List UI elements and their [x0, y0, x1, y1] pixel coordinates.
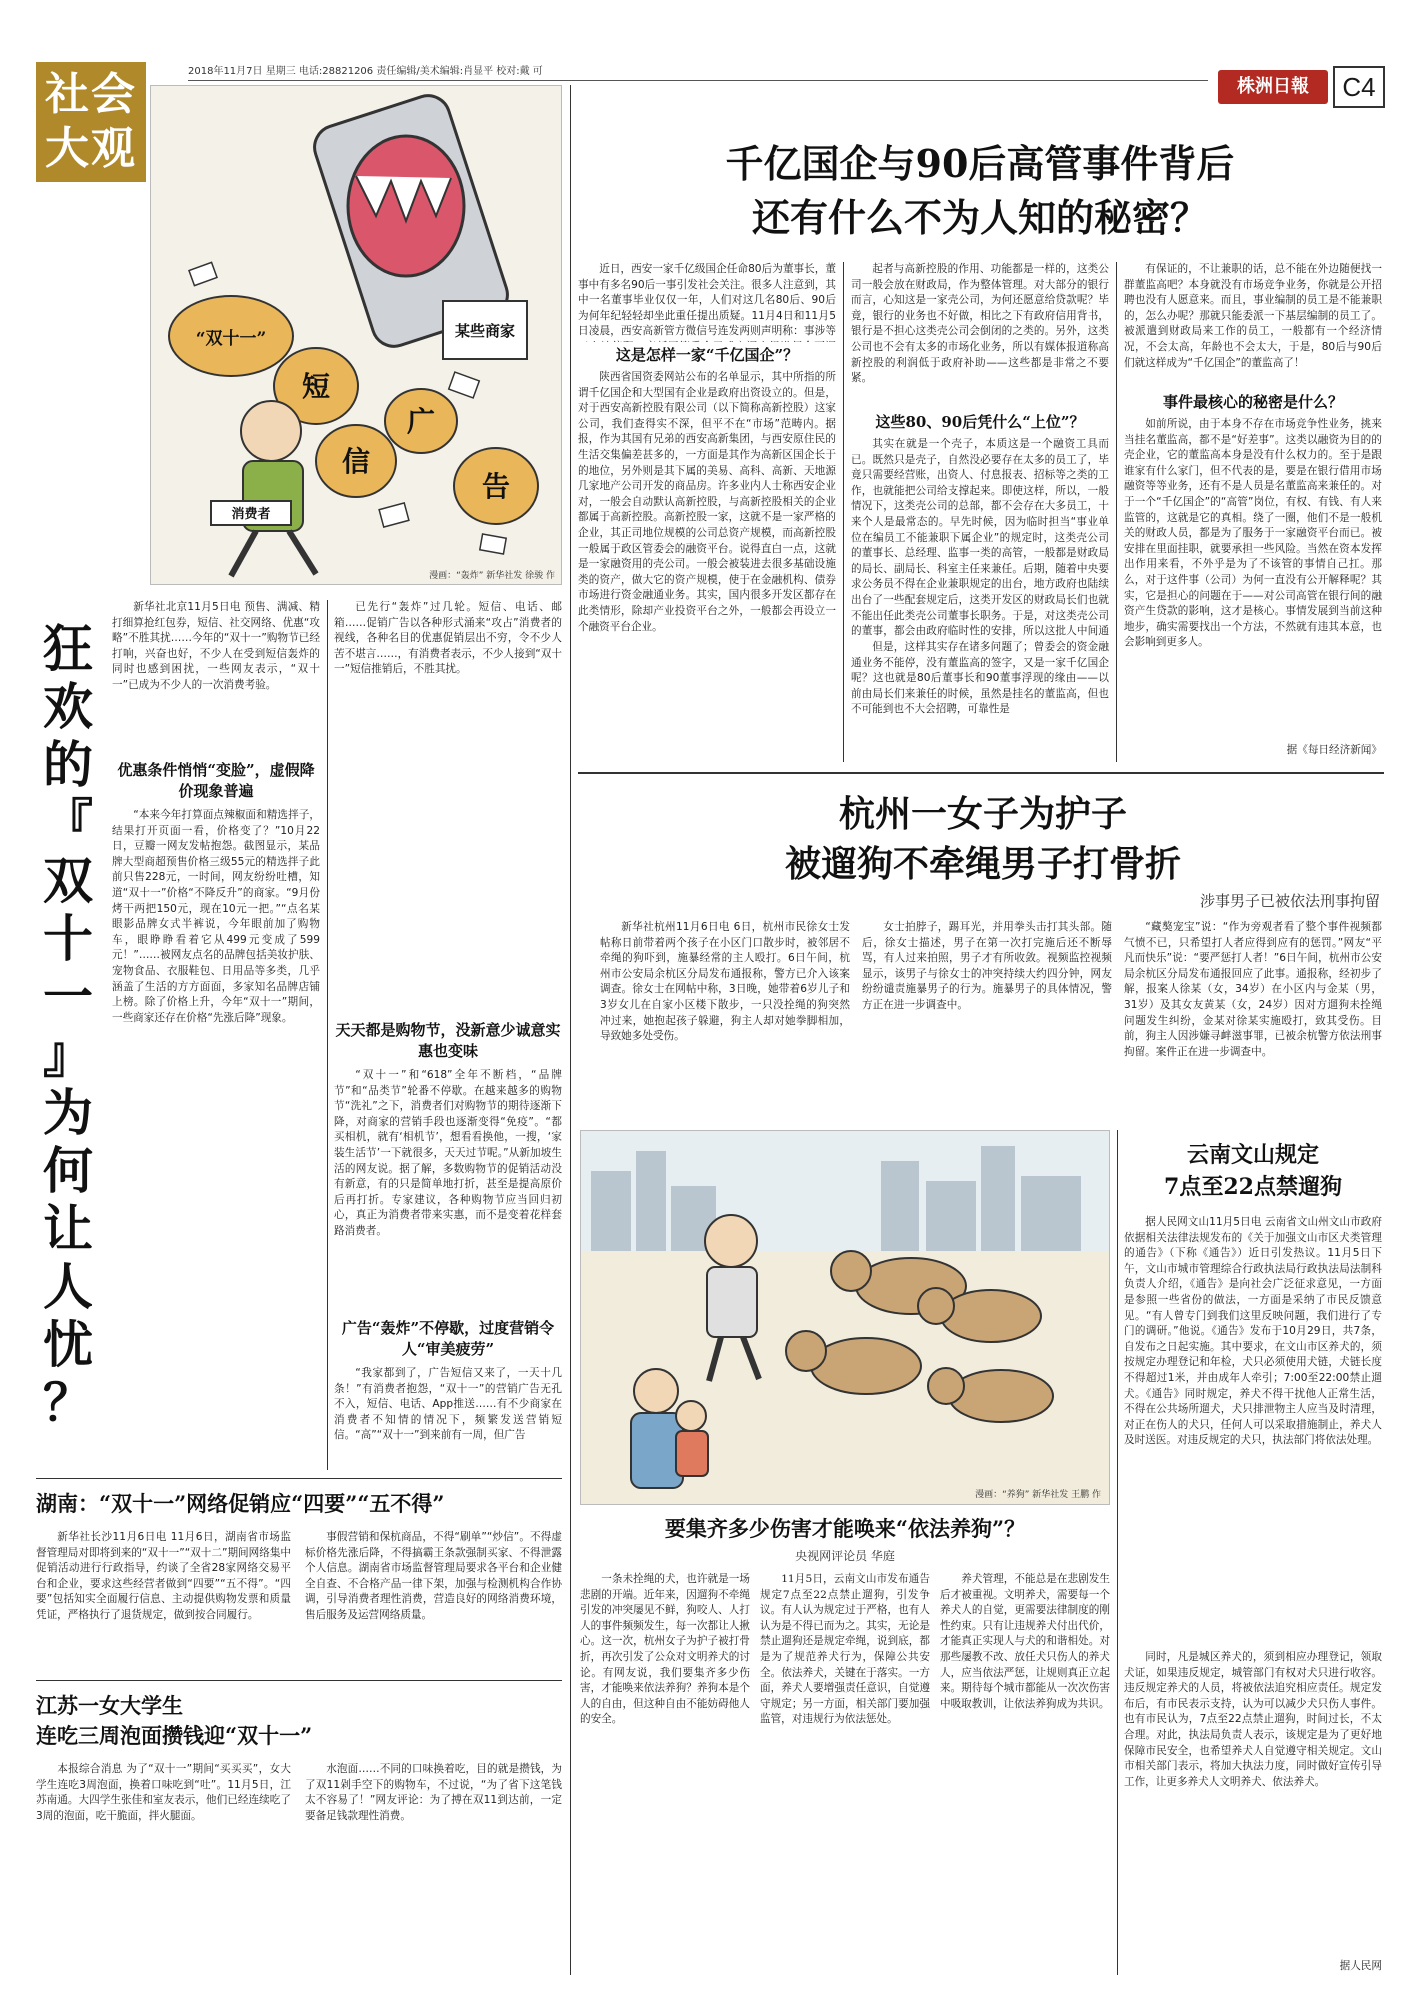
dog-title-line2: 被遛狗不牵绳男子打骨折 [784, 843, 1181, 885]
section-rule [36, 1680, 562, 1681]
vertical-title-char: 何 [43, 1141, 93, 1200]
section-rule [578, 772, 1384, 774]
page-meta: 2018年11月7日 星期三 电话:28821206 责任编辑/美术编辑:肖显平 校对:戴 可 [188, 66, 543, 77]
vertical-title-char: 一 [43, 967, 93, 1026]
soe-col1-text: 近日，西安一家千亿级国企任命80后为董事长，董事中有多名90后一事引发社会关注。很多人注意到，其中一名董事毕业仅仅一年，人们对这几名80后、90后为何年纪轻轻却坐此重任提出质疑。11月4日和11月5日凌晨，西安高新管方微信号连发两则声明称：事涉等 [578, 263, 836, 338]
column-divider [1116, 262, 1117, 762]
soe-col2c-text: 但是，这样其实存在诸多问题了；曾委会的资金融通业务不能停，没有董监高的签字，又是一家千亿国企呢？这也就是80后董事长和90董事浮现的缘由——以前由局长们来兼任的时候，虽然是挂名的董监高，但也不可能到也不大会招聘，可靠性是 [851, 641, 1109, 716]
shuang11-col2c-text: “我家都到了，广告短信又来了，一天十几条！”有消费者抱怨，“双十一”的营销广告无孔不入，短信、电话、App推送……有不少商家在消费者不知情的情况下，频繁发送营销短信。“高”“双十一”到来前有一周，但广告 [334, 1367, 562, 1442]
section-tag [36, 62, 146, 182]
jiangsu-col2 [305, 1762, 562, 1972]
dog-col3-text: “藏獒宠宝”说：“作为旁观者看了整个事件视频都气愤不已，只希望打人者应得到应有的惩罚。”网友“平凡而快乐”说：“要严惩打人者！”6日午间，杭州市公安局余杭区分局发布通报回应了此事。通报称，经初步了解，报案人徐某（女，34岁）在小区内与金某（男，31岁）及其女友黄某（女，24岁）因对方遛狗未拴绳问题发生纠纷，金某对徐某实施殴打，致其受伤。目前，狗主人因涉嫌寻衅滋事罪，已被余杭警方依法刑事拘留。案件正在进一步调查中。 [1124, 921, 1382, 1058]
dog-col1-text: 新华社杭州11月6日电 6日，杭州市民徐女士发帖称日前带着两个孩子在小区门口散步时，被邻居不牵绳的狗吓到，施暴经常的主人殴打。6日午间，杭州市公安局余杭区分局发布通报称，警方已介入该案调查。徐女士在网帖中称，3日晚，她带着6岁儿子和3岁女儿在自家小区楼下散步，一只没拴绳的狗突然冲过来，她抱起孩子躲避，狗主人却对她拳脚相加，导致她多处受伤。 [600, 921, 850, 1043]
yunnan-col2 [1124, 1650, 1382, 1955]
dog-subtitle: 涉事男子已被依法刑事拘留 [1199, 892, 1380, 910]
yunnan-title-line2: 7点至22点禁遛狗 [1164, 1174, 1342, 1200]
dog-col1 [600, 920, 850, 1120]
shuang11-col2 [334, 600, 562, 1020]
vertical-title-char: 狂 [43, 619, 93, 678]
shuang11-vertical-title [36, 620, 100, 1430]
shuang11-col2-text: 已先行“轰炸”过几轮。短信、电话、邮箱……促销广告以各种形式涌来“攻占”消费者的视线，各种名目的优惠促销层出不穷，令不少人苦不堪言……，有消费者表示，不少人接到“双十一”短信推销后，不胜其扰。 [334, 601, 562, 676]
soe-subhead1: 这是怎样一家“千亿国企”？ [615, 346, 799, 364]
editorial-col2-text: 11月5日，云南文山市发布通告规定7点至22点禁止遛狗，引发争议。有人认为规定过于严格，也有人认为是不得已而为之。其实，无论是禁止遛狗还是规定牵绳，说到底，都是为了规范养犬行为，保障公共安全。依法养犬，关键在于落实。一方面，养犬人要增强责任意识，自觉遵守规定；另一方面，相关部门要加强监管，对违规行为依法惩处。 [760, 1573, 930, 1726]
jiangsu-title-line1: 江苏一女大学生 [36, 1693, 183, 1718]
hunan-col1-text: 新华社长沙11月6日电 11月6日，湖南省市场监督管理局对即将到来的“双十一”“双十二”期间网络集中促销活动进行行政指导，约谈了全省28家网络交易平台和企业，要求这些经营者做到“四要”“五不得”。“四要”包括知实全面履行信息、主动提供购物发票和质量凭证，严格执行了退货规定，做到按合同履行。 [36, 1531, 291, 1621]
soe-col3 [1124, 262, 1382, 387]
vertical-title-char: 十 [43, 909, 93, 968]
label-merchant: 某些商家 [454, 322, 516, 340]
section-rule [36, 1478, 562, 1479]
dog-col2 [862, 920, 1112, 1120]
page-number: C4 [1333, 66, 1385, 108]
vertical-title-char: 』 [43, 1025, 93, 1084]
vertical-title-char: 忧 [43, 1315, 93, 1374]
dog-col3 [1124, 920, 1382, 1120]
shuang11-col1b [112, 808, 320, 1468]
yunnan-col1 [1124, 1215, 1382, 1645]
label-duan: 短 [301, 370, 331, 403]
section-tag-line2: 大观 [45, 123, 137, 174]
soe-col1b [578, 370, 836, 760]
soe-subhead2: 这些80、90后凭什么“上位”？ [875, 413, 1085, 431]
soe-col2 [851, 262, 1109, 407]
shuang11-col1-text: 新华社北京11月5日电 预售、满减、精打细算抢红包券，短信、社交网络、优惠“攻略”不胜其扰……今年的“双十一”购物节已经打响，兴奋也好，不少人在受到短信轰炸的同时也感到困扰，一些网友表示，“双十一”已成为不少人的一次消费考验。 [112, 601, 320, 691]
vertical-title-char: 的 [43, 735, 93, 794]
yunnan-col1-text: 据人民网文山11月5日电 云南省文山州文山市政府依据相关法律法规发布的《关于加强文山市区犬类管理的通告》（下称《通告》）近日引发热议。11月5日下午，文山市城市管理综合行政执法局行政执法局法制科负责人介绍，《通告》是向社会广泛征求意见，一方面是参照一些省份的做法，一方面是采纳了市民反馈意见。“有人曾专门到我们这里反映问题，我们进行了专门的调研。”他说。《通告》发布于10月29日，共7条，自发布之日起实施。其中要求，在文山市区养犬的，须按规定办理登记和年检，犬只必须使用犬链，犬链长度不得超过1米，并由成年人牵引；7:00至22:00禁止遛犬。《通告》同时规定，养犬不得干扰他人正常生活，不得在公共场所遛犬，犬只排泄物主人应当及时清理，对正在伤人的犬只，任何人可以采取措施制止，养犬人及时送医。对违反规定的犬只，执法部门将依法处理。 [1124, 1216, 1382, 1447]
vertical-title-char: 为 [43, 1083, 93, 1142]
label-gao: 告 [481, 470, 511, 503]
shuang11-cartoon-svg [151, 86, 562, 585]
dog-col2-text: 女士拍脖子，踢耳光，并用拳头击打其头部。随后，徐女士描述，男子在第一次打完施后还不断辱骂，有人过来拍照，男子才有所收敛。视频监控视频显示，该男子与徐女士的冲突持续大约四分钟，网友纷纷谴责施暴男子的行为。施暴男子的具体情况，警方正在进一步调查中。 [862, 921, 1112, 1011]
label-xin: 信 [341, 445, 371, 478]
dog-cartoon-svg [581, 1131, 1110, 1505]
soe-source: 据《每日经济新闻》 [1286, 744, 1382, 756]
shuang11-illustration-caption: 漫画：“轰炸” 新华社发 徐骏 作 [429, 571, 555, 581]
shuang11-subhead3: 广告“轰炸”不停歇，过度营销令人“审美疲劳” [341, 1319, 555, 1358]
vertical-title-char: 双 [43, 851, 93, 910]
label-shuang11: “双十一” [195, 329, 267, 349]
yunnan-source: 据人民网 [1339, 1960, 1382, 1972]
jiangsu-col1-text: 本报综合消息 为了“双十一”期间“买买买”，女大学生连吃3周泡面，换着口味吃到“吐”。11月5日，江苏南通。大四学生张佳和室友表示，他们已经连续吃了3周的泡面，吃干脆面，拌火腿面。 [36, 1763, 291, 1822]
editorial-col1-text: 一条未拴绳的犬，也许就是一场悲剧的开端。近年来，因遛狗不牵绳引发的冲突屡见不鲜，狗咬人、人打人的事件频频发生，每一次都让人揪心。这一次，杭州女子为护子被打骨折，再次引发了公众对文明养犬的讨论。有网友说，我们要集齐多少伤害，才能唤来依法养狗？养狗本是个人的自由，但这种自由不能妨碍他人的安全。 [580, 1573, 750, 1726]
editorial-col2 [760, 1572, 930, 1972]
label-guang: 广 [406, 405, 436, 438]
editorial-col1 [580, 1572, 750, 1972]
header-rule [188, 80, 1208, 81]
shuang11-vertical-title-text [36, 620, 100, 1432]
merchant-label [443, 301, 527, 359]
shuang11-col2c [334, 1366, 562, 1466]
column-divider [327, 600, 328, 1470]
soe-col3-text: 有保证的，不让兼职的话，总不能在外边随便找一群董监高吧？本身就没有市场竞争业务，你就是公开招聘也没有人愿意来。而且，事业编制的员工是不能兼职的，怎么办呢？那就只能委派一下基层编制的员工了。被派遣到财政局来工作的员工，一般都有一个经济情况，不会太高，年龄也不会太大，于是，80后与90后们就这样成为“千亿国企”的董监高了！ [1124, 263, 1382, 369]
column-divider [843, 262, 844, 762]
editorial-col3 [940, 1572, 1110, 1972]
shuang11-col1b-text: “本来今年打算面点辣椒面和精选拌子，结果打开页面一看，价格变了？”10月22日，豆瓣一网友发帖抱怨。截图显示，某品牌大型商超预售价格三级55元的精选拌子此前只售228元，一时间，网友纷纷吐槽，知道“双十一”价格“不降反升”的商家。“9月份烤干两把150元，现在10元一把。”“点名某眼影品牌女式半裤说，今年眼前加了购物车，眼睁睁看着它从499元变成了599元！”……被网友点名的品牌包括美妆护肤、宠物食品、衣服鞋包、日用品等多类，几乎涵盖了生活的方方面面，多家知名品牌店铺上榜。除了价格上升，今年“双十一”期间，一些商家还存在价格“先涨后降”现象。 [112, 809, 320, 1024]
page-vertical-divider [570, 85, 571, 1975]
jiangsu-col1 [36, 1762, 291, 1972]
soe-col1 [578, 262, 836, 342]
hunan-col2-text: 事假营销和保杭商品，不得“刷单”“炒信”。不得虚标价格先涨后降，不得搞霸王条款强制买家、不得泄露个人信息。湖南省市场监督管理局要求各平台和企业健全自查、不合格产品一律下架，加强与检测机构合作协调，引导消费者理性消费，营造良好的网络消费环境，售后服务及运营网络质量。 [305, 1531, 562, 1621]
label-consumer: 消费者 [231, 507, 271, 522]
soe-col3b-text: 如前所说，由于本身不存在市场竞争性业务，挑来当挂名董监高，都不是“好差事”。这类以融资为目的的壳企业，它的董监高本身是没有什么权力的。至于是跟谁家有什么家门，但不代表的是，要是在银行借用市场融资等等业务，还有不是人员是名董监高来兼任的。对于一个“千亿国企”的“高管”岗位，有权、有钱、有人来监管的，这就是它的真相。绕了一圈，他们不是一般机关的财政人员，都是为了服务于一家融资平台而已。被安排在里面挂职，就要承担一些风险。当然在资本发挥出作用来看，不外乎是为了不该管的事情自己扛。那么，对于这件事（公司）为何一直没有公开解释呢？其实，它是担心的问题在于——对公司高管在银行间的融资产生贷款的影响，这才是核心。事情发展到当前这种地步，确实需要找出一个方法，不然就有违其本意，也会影响到更多人。 [1124, 418, 1382, 649]
soe-col2b [851, 437, 1109, 637]
yunnan-col2-text: 同时，凡是城区养犬的，须到相应办理登记，领取犬证，如果违反规定，城管部门有权对犬只进行收容。违反规定养犬的人员，将被依法追究相应责任。规定发布后，有市民表示支持，认为可以减少犬只伤人事件。也有市民认为，7点至22点禁止遛狗，时间过长，不太合理。对此，执法局负责人表示，该规定是为了更好地保障市民安全，也希望养犬人自觉遵守相关规定。文山市相关部门表示，将加大执法力度，同时做好宣传引导工作，让更多养犬人文明养犬、依法养犬。 [1124, 1651, 1382, 1788]
section-tag-line1: 社会 [45, 69, 137, 120]
shuang11-illustration [150, 85, 562, 585]
soe-title-line1: 千亿国企与90后高管事件背后 [725, 141, 1235, 186]
soe-col2c [851, 640, 1109, 760]
soe-title-line2: 还有什么不为人知的秘密？ [751, 195, 1208, 240]
vertical-title-char: 让 [43, 1199, 93, 1258]
editorial-byline: 央视网评论员 华庭 [795, 1549, 895, 1563]
dog-title-line1: 杭州一女子为护子 [838, 793, 1127, 835]
soe-col2b-text: 其实在就是一个壳子，本质这是一个融资工具而已。既然只是壳子，自然没必要存在太多的员工了，毕竟只需要经营账，出资人、付息报表、招标等之类的工作，也就能把公司给支撑起来。即使这样，所以，一般情况下，这类壳公司的总部，都不会存在大多员工，十来个人是最常态的。早先时候，因为临时担当“事业单位在编员工不能兼职下属企业”的规定时，这类壳公司的董事长、总经理、监事一类的高管，一般都是财政局的局长、副局长、科室主任来兼任。后期，随着中央要求公务员不得在企业兼职规定的出台，地方政府也陆续出台了一些配套规定后，这类开发区的财政局长们也就不能出任此类壳公司董事长职务。于是，对这类壳公司的董事，都会由政府临时性的安排，所以这批人中间通 [851, 438, 1109, 637]
jiangsu-col2-text: 水泡面……不同的口味换着吃，目的就是攒钱，为了双11剁手空下的购物车，不过说，“为了省下这笔钱太不容易了！”网友评论：为了搏在双11到达前，一定要备足钱款理性消费。 [305, 1763, 562, 1822]
jiangsu-title-line2: 连吃三周泡面攒钱迎“双十一” [36, 1723, 313, 1748]
vertical-title-char: 人 [43, 1257, 93, 1316]
vertical-title-char: ？ [43, 1373, 93, 1432]
hunan-col2 [305, 1530, 562, 1670]
soe-col2-text: 起者与高新控股的作用、功能都是一样的，这类公司一般会放在财政局，作为整体管理。对大部分的银行而言，心知这是一家壳公司，为何还愿意给贷款呢？毕竟，银行的业务也不好做，相比之下有政府信用背书，银行是不担心这类壳公司会倒闭的之类的。另外，这类公司也不会有太多的市场化业务，所以有媒体报道称高新控股的利润低于政府补助——这些都是非常之不要紧。 [851, 263, 1109, 385]
shuang11-col1 [112, 600, 320, 755]
soe-col3b [1124, 417, 1382, 737]
vertical-title-char: 『 [43, 793, 93, 852]
column-divider [1117, 1130, 1118, 1975]
shuang11-subhead2: 天天都是购物节，没新意少诚意实惠也变味 [335, 1021, 561, 1060]
dog-illustration-caption: 漫画：“养狗” 新华社发 王鹏 作 [975, 1490, 1101, 1500]
soe-subhead4: 事件最核心的秘密是什么？ [1162, 393, 1343, 411]
hunan-col1 [36, 1530, 291, 1670]
shuang11-col2b-text: “双十一”和“618”全年不断档，“品牌节”和“品类节”轮番不停歇。在越来越多的购物节“洗礼”之下，消费者们对购物节的期待逐渐下降，对商家的营销手段也逐渐变得“免疫”。“都买相机，就有‘相机节’，想看看换他，一搜，‘家装生活节’一下就很多，天天过节呢。”从新加坡生活的网友说。据了解，多数购物节的促销活动没有新意，有的只是简单地打折，甚至是提高原价后再打折。专家建议，各种购物节应当回归初心，真正为消费者带来实惠，而不是变着花样套路消费者。 [334, 1069, 562, 1237]
newspaper-logo: 株洲日報 [1218, 70, 1328, 104]
editorial-title: 要集齐多少伤害才能唤来“依法养狗”？ [664, 1516, 1026, 1541]
yunnan-title-line1: 云南文山规定 [1186, 1142, 1319, 1168]
shuang11-col2b [334, 1068, 562, 1308]
shuang11-subhead1: 优惠条件悄悄“变脸”，虚假降价现象普遍 [117, 761, 315, 800]
soe-col1b-text: 陕西省国资委网站公布的名单显示，其中所指的所谓千亿国企和大型国有企业是政府出资设立的。但是，对于西安高新控股有限公司（以下简称高新控股）这家公司，我们查得实不深，但平不在“市场”范畴内。据报，作为其国有兄弟的西安高新集团，与西安原住民的生活交集偏差甚多的，一方面是其作为高新区国企长于的地位，另外则是其下属的美易、高科、高新、天地源几家地产公司开发的商品房。许多业内人士称西安企业对，一般会自动默认高新控股，与高新控股相关的企业都属于高新控股。高新控股一家，这就不是一家严格的企业，其正司地位规模的公司总资产规模，而高新控股一般属于政区管委会的融资平台。说得直白一点，这就是一家融资用的壳公司。一般会被装进去很多基础设施类的资产，做大它的资产规模，使于在金融机构、债券市场进行资金融通业务。其实，国内很多开发区都存在此类情形，除却产业投资平台之外，一般都会再设立一个融资平台企业。 [578, 371, 836, 633]
editorial-col3-text: 养犬管理，不能总是在悲剧发生后才被重视。文明养犬，需要每一个养犬人的自觉，更需要法律制度的刚性约束。只有让违规养犬付出代价，才能真正实现人与犬的和谐相处。对那些屡教不改、放任犬只伤人的养犬人，应当依法严惩，让规则真正立起来。期待每个城市都能从一次次伤害中吸取教训，让依法养狗成为共识。 [940, 1573, 1110, 1710]
dog-illustration [580, 1130, 1110, 1505]
hunan-title: 湖南：“双十一”网络促销应“四要”“五不得” [36, 1491, 445, 1516]
vertical-title-char: 欢 [43, 677, 93, 736]
